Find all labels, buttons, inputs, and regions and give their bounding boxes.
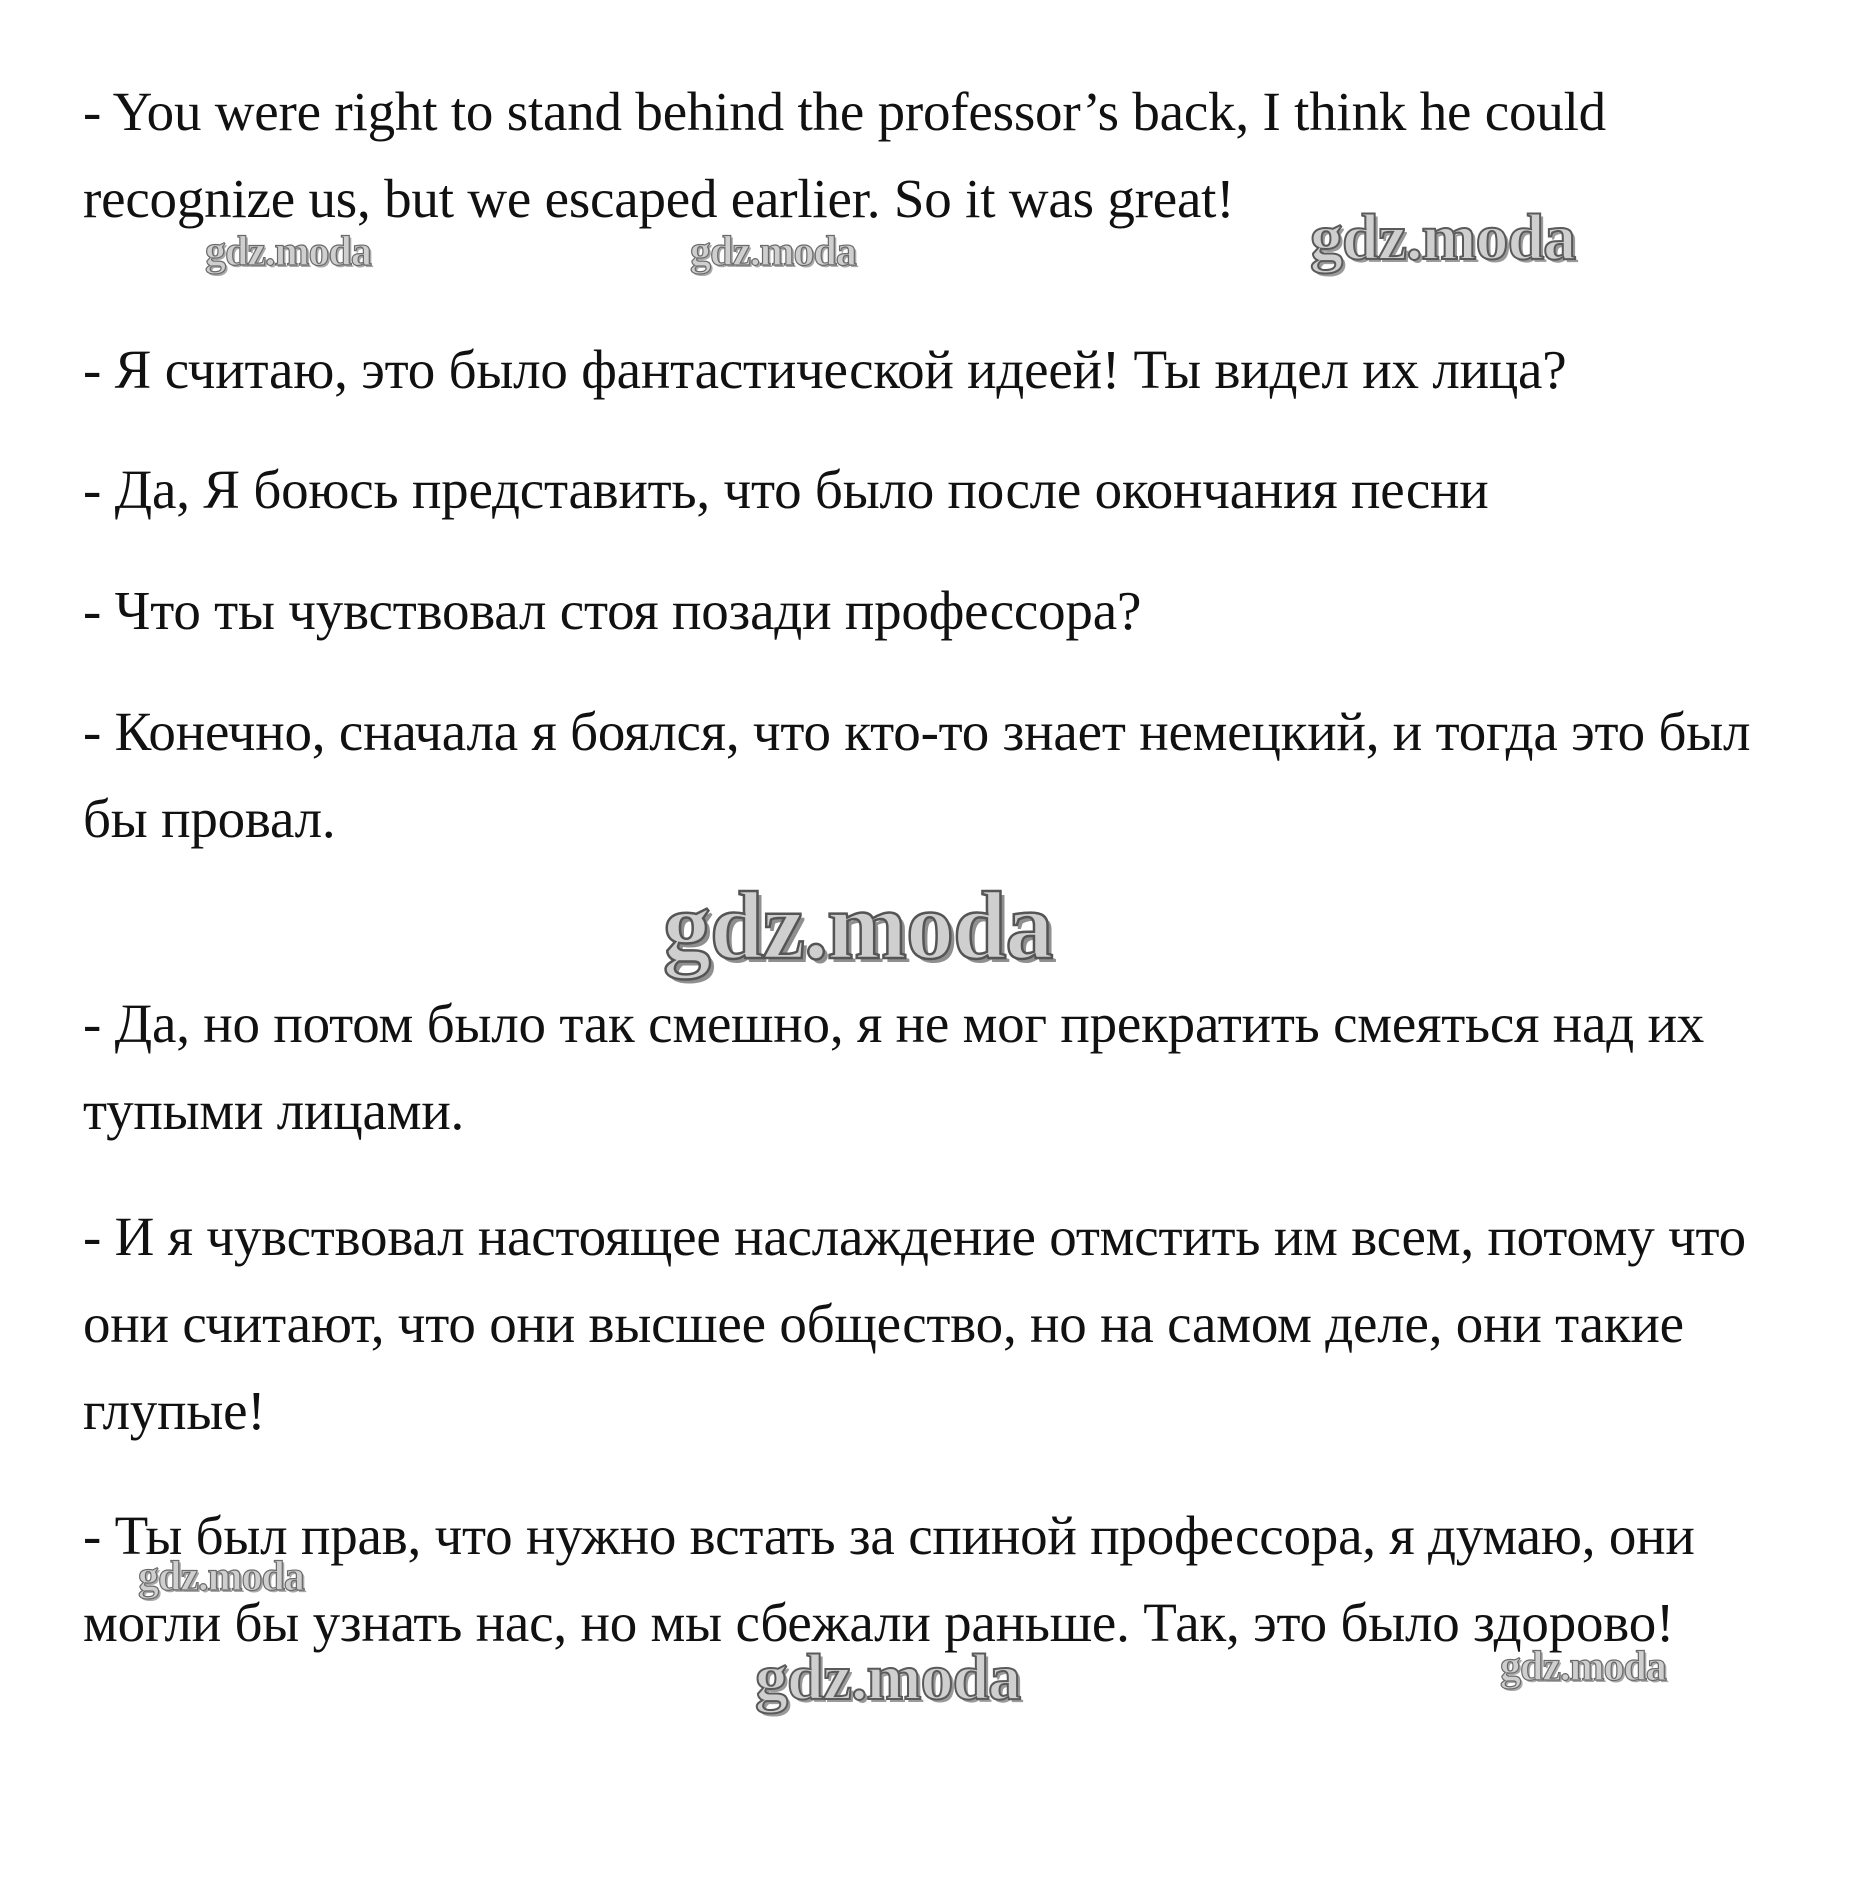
paragraph-english: - You were right to stand behind the professor’s back, I think he could recognize us, but we escaped earlier. So it was great! xyxy=(83,81,1606,229)
watermark-logo: gdz.moda xyxy=(690,229,856,275)
watermark-logo: gdz.moda xyxy=(1500,1644,1666,1690)
watermark-logo: gdz.moda xyxy=(663,872,1053,979)
watermark-logo: gdz.moda xyxy=(205,229,371,275)
watermark-logo: gdz.moda xyxy=(1310,201,1576,274)
paragraph-7: - Ты был прав, что нужно встать за спиной профессора, я думаю, они могли бы узнать нас, но мы сбежали раньше. Так, это было здорово! xyxy=(83,1505,1695,1653)
paragraph-6: - И я чувствовал настоящее наслаждение отмстить им всем, потому что они считают, что они высшее общество, но на самом деле, они такие глупые! xyxy=(83,1206,1746,1441)
paragraph-5: - Да, но потом было так смешно, я не мог прекратить смеяться над их тупыми лицами. xyxy=(83,993,1705,1141)
paragraph-1: - Я считаю, это было фантастической идеей! Ты видел их лица? xyxy=(83,339,1567,400)
watermark-logo: gdz.moda xyxy=(138,1554,304,1600)
paragraph-3: - Что ты чувствовал стоя позади профессора? xyxy=(83,580,1142,641)
watermark-logo: gdz.moda xyxy=(755,1641,1021,1714)
paragraph-2: - Да, Я боюсь представить, что было после окончания песни xyxy=(83,459,1489,520)
paragraph-4: - Конечно, сначала я боялся, что кто-то знает немецкий, и тогда это был бы провал. xyxy=(83,701,1751,849)
